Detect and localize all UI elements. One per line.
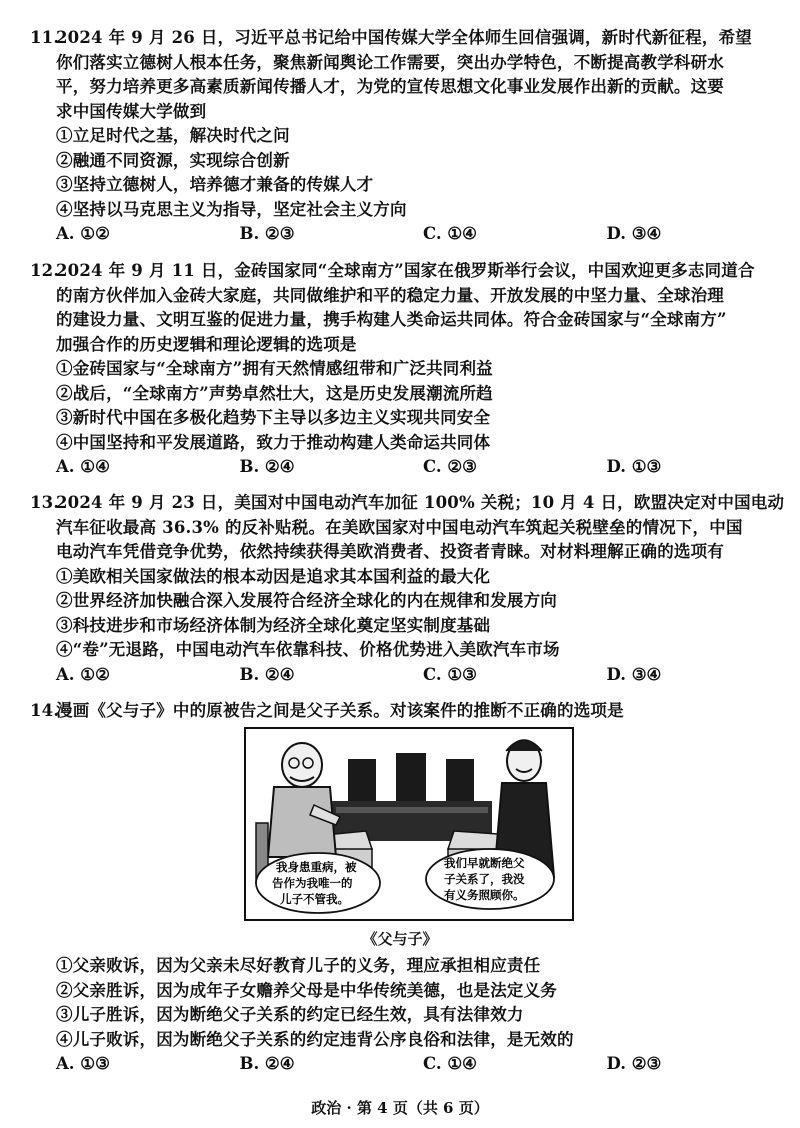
question-stem-line: 漫画《父与子》中的原被告之间是父子关系。对该案件的推断不正确的选项是 — [56, 701, 624, 720]
right-bubble-text: 我们早就断绝父 子关系了，我没 有义务照顾你。 — [444, 856, 525, 902]
answer-choices — [30, 222, 790, 247]
statement-item: ③坚持立德树人，培养德才兼备的传媒人才 — [56, 175, 374, 194]
question-13 — [30, 491, 790, 687]
left-bubble-text: 我身患重病，被 告作为我唯一的 儿子不管我。 — [272, 860, 357, 906]
cartoon-image — [244, 727, 574, 921]
choice-a[interactable]: A. ①② — [56, 664, 110, 684]
question-stem-line: 汽车征收最高 36.3% 的反补贴税。在美欧国家对中国电动汽车筑起关税壁垒的情况下，中国 — [56, 517, 743, 537]
statement-item: ②融通不同资源，实现综合创新 — [56, 150, 290, 170]
statement-item: ①父亲败诉，因为父亲未尽好教育儿子的义务，理应承担相应责任 — [56, 956, 541, 975]
statement-item: ④中国坚持和平发展道路，致力于推动构建人类命运共同体 — [56, 432, 491, 452]
choice-d[interactable]: D. ③④ — [606, 224, 662, 243]
question-stem-line: 电动汽车凭借竞争优势，依然持续获得美欧消费者、投资者青睐。对材料理解正确的选项有 — [56, 542, 724, 561]
question-stem-line: 2024 年 9 月 23 日，美国对中国电动汽车加征 100% 关税；10 月 4 日，欧盟决定对中国电动 — [56, 493, 785, 512]
statement-item: ①金砖国家与“全球南方”拥有天然情感纽带和广泛共同利益 — [56, 359, 493, 378]
choice-a[interactable]: A. ①③ — [56, 1054, 110, 1073]
question-12 — [30, 259, 790, 480]
choice-b[interactable]: B. ②④ — [239, 1054, 295, 1073]
statement-item: ④儿子败诉，因为断绝父子关系的约定违背公序良俗和法律，是无效的 — [56, 1029, 574, 1049]
page-footer: 政治 · 第 4 页（共 6 页） — [311, 1099, 489, 1117]
choice-a[interactable]: A. ①④ — [56, 457, 110, 476]
statement-item: ④坚持以马克思主义为指导，坚定社会主义方向 — [56, 199, 407, 219]
choice-d[interactable]: D. ③④ — [606, 664, 662, 684]
answer-choices — [30, 663, 790, 688]
question-stem-line: 2024 年 9 月 11 日，金砖国家同“全球南方”国家在俄罗斯举行会议，中国欢迎更多志同道合 — [56, 261, 755, 280]
question-stem-line: 2024 年 9 月 26 日，习近平总书记给中国传媒大学全体师生回信强调，新时代新征程，希望 — [56, 28, 752, 47]
choice-b[interactable]: B. ②④ — [239, 664, 295, 684]
choice-b[interactable]: B. ②④ — [239, 457, 295, 476]
question-stem-line: 的南方伙伴加入金砖大家庭，共同做维护和平的稳定力量、开放发展的中坚力量、全球治理 — [56, 285, 724, 305]
question-number: 11. — [30, 28, 60, 47]
question-14 — [30, 699, 790, 724]
choice-c[interactable]: C. ①④ — [423, 224, 477, 243]
choice-b[interactable]: B. ②③ — [239, 224, 295, 243]
statement-item: ①立足时代之基，解决时代之问 — [56, 126, 290, 145]
answer-choices — [30, 455, 790, 480]
question-stem-line: 的建设力量、文明互鉴的促进力量，携手构建人类命运共同体。符合金砖国家与“全球南方” — [56, 310, 727, 329]
statement-item: ③新时代中国在多极化趋势下主导以多边主义实现共同安全 — [56, 408, 491, 427]
question-number: 12. — [30, 261, 60, 280]
statement-item: ②战后，“全球南方”声势卓然壮大，这是历史发展潮流所趋 — [56, 383, 493, 403]
choice-d[interactable]: D. ①③ — [606, 457, 662, 476]
cartoon-caption: 《父与子》 — [362, 930, 438, 948]
question-stem-line: 平，努力培养更多高素质新闻传播人才，为党的宣传思想文化事业发展作出新的贡献。这要 — [56, 77, 724, 96]
choice-c[interactable]: C. ②③ — [423, 457, 477, 476]
question-stem-line: 加强合作的历史逻辑和理论逻辑的选项是 — [56, 334, 357, 354]
question-number: 13. — [30, 493, 60, 512]
choice-c[interactable]: C. ①③ — [423, 664, 477, 684]
statement-item: ③儿子胜诉，因为断绝父子关系的约定已经生效，具有法律效力 — [56, 1005, 524, 1024]
question-14-options — [30, 954, 790, 1077]
answer-choices — [30, 1052, 790, 1077]
choice-c[interactable]: C. ①④ — [423, 1054, 477, 1073]
question-number: 14. — [30, 701, 60, 720]
statement-item: ③科技进步和市场经济体制为经济全球化奠定坚实制度基础 — [56, 615, 491, 635]
statement-item: ①美欧相关国家做法的根本动因是追求其本国利益的最大化 — [56, 566, 491, 586]
cartoon-illustration — [244, 727, 574, 921]
statement-item: ②世界经济加快融合深入发展符合经济全球化的内在规律和发展方向 — [56, 591, 557, 610]
statement-item: ④“卷”无退路，中国电动汽车依靠科技、价格优势进入美欧汽车市场 — [56, 640, 560, 659]
question-11 — [30, 26, 790, 247]
question-stem-line: 求中国传媒大学做到 — [56, 101, 207, 121]
statement-item: ②父亲胜诉，因为成年子女赡养父母是中华传统美德，也是法定义务 — [56, 980, 557, 1000]
question-stem-line: 你们落实立德树人根本任务，聚焦新闻舆论工作需要，突出办学特色，不断提高教学科研水 — [56, 52, 724, 72]
choice-a[interactable]: A. ①② — [56, 224, 110, 243]
choice-d[interactable]: D. ②③ — [606, 1054, 662, 1073]
